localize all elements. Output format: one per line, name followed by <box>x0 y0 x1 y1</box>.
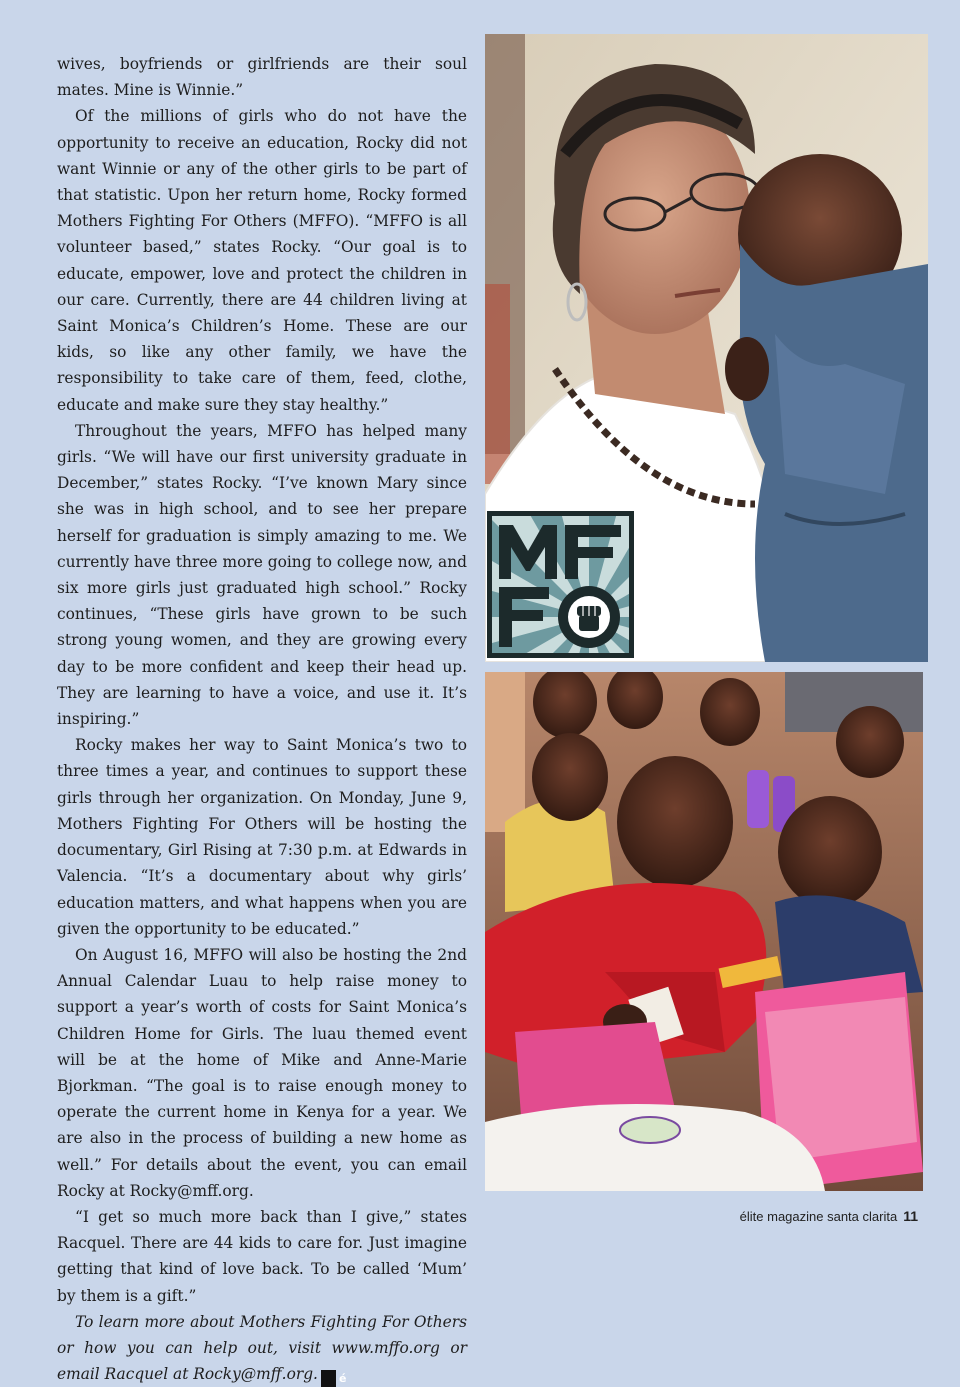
article-paragraph: “I get so much more back than I give,” states Racquel. There are 44 kids to care for. Just imagine getting that kind of love back. To be called ‘Mum’ by them is a gift.” <box>57 1207 467 1305</box>
logo-letter-o-fist <box>558 586 620 648</box>
article-paragraph: Throughout the years, MFFO has helped many girls. “We will have our first university graduate in December,” states Rocky. “I’ve known Mary since she was in high school, and to see her prepare herself for graduation is simply amazing to me. We currently have three more going to college now, and six more girls just graduated high school.” Rocky continues, “These girls have grown to be such strong young women, and they are growing every day to be more confident and keep their head up. They are learning to have a voice, and use it. It’s inspiring.” <box>57 421 467 729</box>
article-paragraph: On August 16, MFFO will also be hosting the 2nd Annual Calendar Luau to help raise money to support a year’s worth of costs for Saint Monica’s Children Home for Girls. The luau themed event will be at the home of Mike and Anne-Marie Bjorkman. “The goal is to raise enough money to operate the current home in Kenya for a year. We are also in the process of building a new home as well.” For details about the event, you can email Rocky at Rocky@mff.org. <box>57 945 467 1200</box>
article-paragraph: Of the millions of girls who do not have the opportunity to receive an education, Rocky did not want Winnie or any of the other girls to be part of that statistic. Upon her return home, Rocky formed Mothers Fighting For Others (MFFO). “MFFO is all volunteer based,” states Rocky. “Our goal is to educate, empower, love and protect the children in our care. Currently, there are 44 children living at Saint Monica’s Children’s Home. These are our kids, so like any other family, we have the responsibility to take care of them, feed, clothe, educate and make sure they stay healthy.” <box>57 107 467 414</box>
photo-girls-with-gifts <box>485 672 923 1191</box>
page-number: 11 <box>903 1208 918 1224</box>
closing-note-text: To learn more about Mothers Fighting For Others or how you can help out, visit www.mffo.org or email Racquel at Rocky@mff.org. <box>57 1312 467 1384</box>
end-mark-icon: é <box>321 1370 336 1387</box>
closing-note <box>57 1309 467 1387</box>
article-paragraph: Rocky makes her way to Saint Monica’s two to three times a year, and continues to support these girls through her organization. On Monday, June 9, Mothers Fighting For Others will be hosting the documentary, Girl Rising at 7:30 p.m. at Edwards in Valencia. “It’s a documentary about why girls’ education matters, and what happens when you are given the opportunity to be educated.” <box>57 736 467 938</box>
page-footer <box>740 1208 918 1224</box>
article-text <box>57 51 467 1387</box>
publication-name: élite magazine santa clarita <box>739 1209 898 1224</box>
article-paragraph: wives, boyfriends or girlfriends are their soul mates. Mine is Winnie.” <box>57 55 467 100</box>
mffo-logo <box>487 511 634 658</box>
